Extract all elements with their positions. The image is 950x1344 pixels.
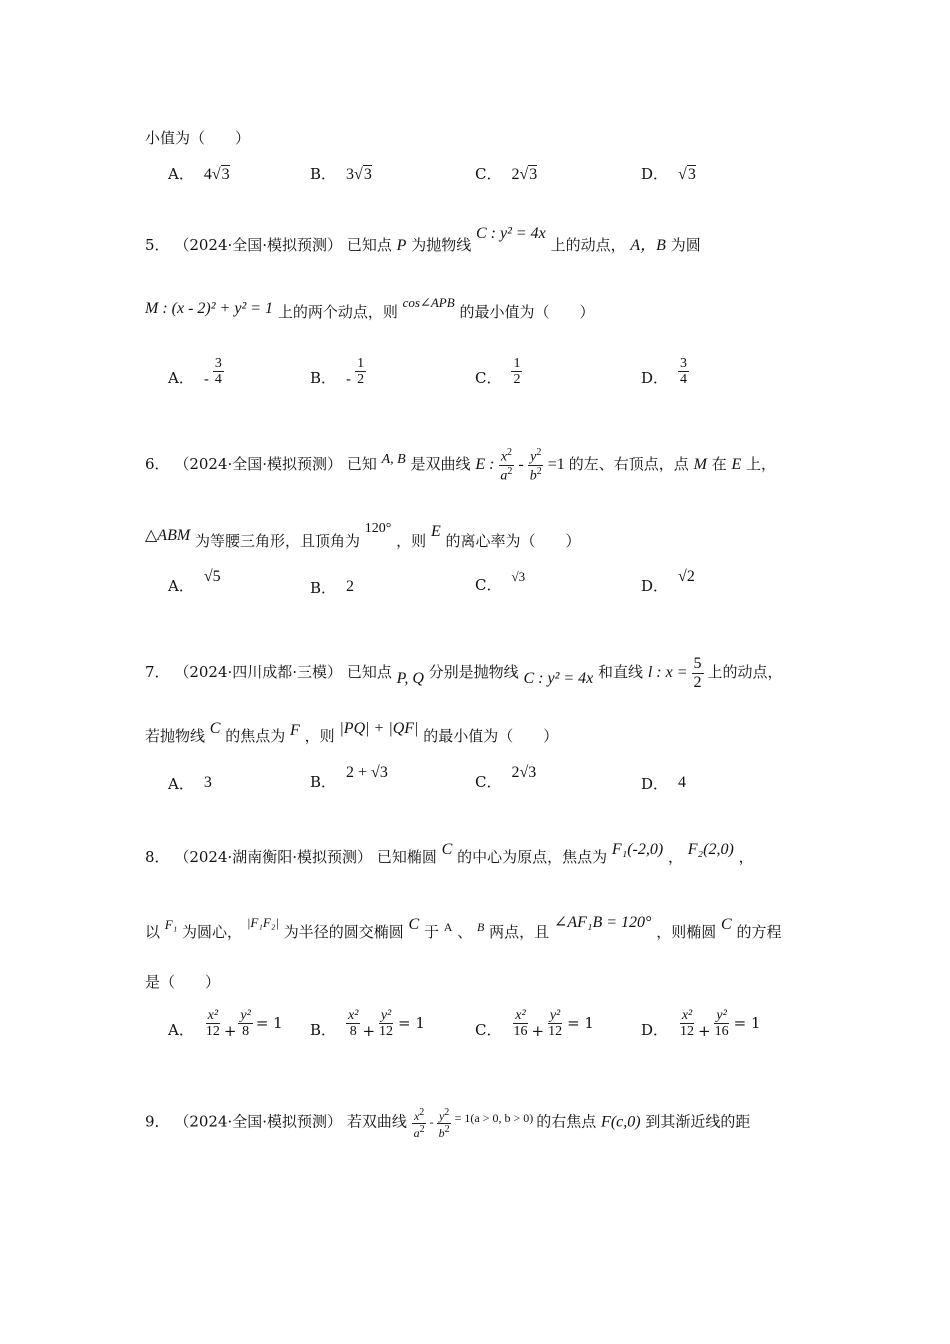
q8-line-3: 是（ ） (145, 973, 221, 991)
q8-options (168, 1008, 808, 1048)
q4-option-b[interactable]: B． 3√3 (310, 165, 372, 183)
q5-line-1: 5． （2024·全国·模拟预测） 已知点 P 为抛物线 C : y² = 4x 上的动点， A，B 为圆 (145, 225, 701, 254)
q6-option-c[interactable]: C． √3 (475, 569, 526, 594)
q8-line-2: 以 F₁ 为圆心， |F₁F₂| 为半径的圆交椭圆 C 于 $^A$ 、 $^B$ 两点，且 ∠AF₁B = 120° ，则椭圆 C 的方程 (145, 914, 782, 941)
q7-option-c[interactable]: C． 2√3 (475, 764, 537, 791)
q5-line-2: M : (x - 2)² + y² = 1 上的两个动点，则 cos∠APB 的最小值为（ ） (145, 295, 595, 321)
q4-d-value: √3 (678, 166, 696, 183)
q5-option-a[interactable]: A． - $\frac{3}{4}$ (168, 356, 222, 388)
lead-text: 小值为（ ） (145, 129, 251, 147)
q8-line-1: 8． （2024·湖南衡阳·模拟预测） 已知椭圆 C 的中心为原点，焦点为 F₁(-2,0) ， F₂(2,0) ， (145, 841, 754, 866)
q8-option-b[interactable]: B． $\frac{\text{x²}}{8}$ + $\frac{\text{y²}}{12}$ = 1 (310, 1008, 425, 1040)
q7-option-b[interactable]: B． 2 + √3 (310, 764, 388, 791)
q6-option-a[interactable]: A． √5 (168, 568, 221, 595)
q5-options (168, 356, 808, 396)
q6-line-2: △ABM 为等腰三角形，且顶角为 120° ，则 E 的离心率为（ ） (145, 521, 581, 550)
q5-option-d[interactable]: D． $\frac{3}{4}$ (641, 356, 688, 388)
q6-hyperbola: E : $\frac{x^2}{a^2}$ - $\frac{y^2}{b^2}$ =1 (475, 447, 565, 484)
q4-b-value: 3√3 (346, 166, 372, 183)
q6-option-d[interactable]: D． √2 (641, 568, 695, 595)
q4-c-value: 2√3 (511, 166, 538, 183)
q6-option-b[interactable]: B． 2 (310, 578, 355, 597)
q7-line-l: l : x = $\frac{5}{2}$ (647, 655, 702, 691)
q6-options (168, 568, 808, 618)
q9-line-1: 9． （2024·全国·模拟预测） 若双曲线 $\frac{x^2}{a^2}$ - $\frac{y^2}{b^2}$ = 1(a > 0, b > 0) 的右焦点 F(c,0) 到其渐近线的距 (145, 1107, 751, 1141)
q4-option-a[interactable]: A． 4√3 (168, 165, 230, 183)
q4-options (168, 166, 808, 206)
q7-option-d[interactable]: D． 4 (641, 774, 687, 793)
q7-options (168, 764, 808, 814)
q9-hyperbola: $\frac{x^2}{a^2}$ - $\frac{y^2}{b^2}$ = 1(a > 0, b > 0) (413, 1107, 534, 1141)
q6-line-1: 6． （2024·全国·模拟预测） 已知 A, B 是双曲线 E : $\frac{x^2}{a^2}$ - $\frac{y^2}{b^2}$ =1 的左、右顶点，点 M 在 E 上， (145, 447, 777, 484)
q7-option-a[interactable]: A． 3 (168, 774, 212, 793)
q7-line-1: 7． （2024·四川成都·三模） 已知点 P, Q 分别是抛物线 C : y² = 4x 和直线 l : x = $\frac{5}{2}$ 上的动点， (145, 655, 783, 691)
q4-option-c[interactable]: C． 2√3 (475, 165, 538, 183)
q7-line-2: 若抛物线 C 的焦点为 F ，则 |PQ| + |QF| 的最小值为（ ） (145, 720, 559, 745)
q5-option-c[interactable]: C． $\frac{1}{2}$ (475, 356, 521, 388)
q4-option-d[interactable]: D． √3 (641, 165, 696, 183)
q8-option-a[interactable]: A． $\frac{\text{x²}}{12}$ + $\frac{\text{y²}}{8}$ = 1 (168, 1008, 283, 1040)
q8-option-c[interactable]: C． $\frac{\text{x²}}{16}$ + $\frac{\text{y²}}{12}$ = 1 (475, 1008, 594, 1040)
q8-option-d[interactable]: D． $\frac{\text{x²}}{12}$ + $\frac{\text{y²}}{16}$ = 1 (641, 1008, 761, 1040)
q5-option-b[interactable]: B． - $\frac{1}{2}$ (310, 356, 365, 388)
q4-a-value: 4√3 (203, 166, 230, 183)
